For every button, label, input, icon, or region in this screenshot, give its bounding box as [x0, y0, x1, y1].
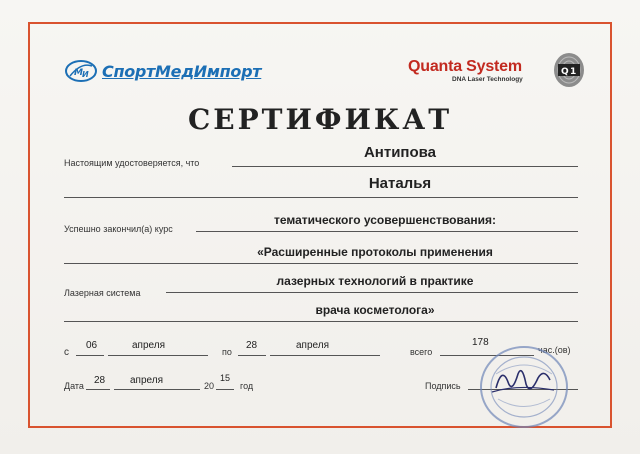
issue-year-underline: [216, 389, 234, 390]
sportmedimport-emblem-icon: [64, 58, 98, 84]
issue-year-unit: год: [240, 381, 254, 391]
name-underline: [64, 197, 578, 198]
quanta-system-brand: Quanta System: [408, 58, 522, 75]
total-label: всего: [410, 347, 433, 357]
to-day-underline: [238, 355, 266, 356]
svg-text:1: 1: [570, 67, 577, 77]
issue-month: апреля: [130, 375, 164, 386]
course-line-1: тематического усовершенствования:: [273, 213, 497, 227]
period-from-day: 06: [86, 340, 98, 351]
to-month-underline: [270, 355, 380, 356]
course-underline-1: [196, 231, 578, 232]
total-hours: 178: [472, 337, 489, 348]
course-line-2: «Расширенные протоколы применения: [257, 245, 493, 259]
signature-label: Подпись: [425, 381, 461, 391]
quanta-system-tagline: DNA Laser Technology: [452, 76, 523, 83]
certificate-title: СЕРТИФИКАТ: [187, 103, 453, 136]
svg-text:М: М: [74, 68, 83, 78]
handwritten-signature-icon: [488, 360, 558, 400]
surname-underline: [232, 166, 578, 167]
course-line-4: врача косметолога»: [315, 303, 435, 317]
period-to-day: 28: [246, 340, 258, 351]
fingerprint-badge-icon: [552, 52, 586, 88]
course-underline-3: [166, 292, 578, 293]
hours-unit-label: час.(ов): [538, 345, 571, 355]
recipient-name: Наталья: [368, 175, 432, 192]
issue-day: 28: [94, 375, 106, 386]
period-from-month: апреля: [132, 340, 166, 351]
svg-text:И: И: [82, 70, 89, 79]
recipient-surname: Антипова: [363, 144, 437, 161]
from-month-underline: [108, 355, 208, 356]
issue-month-underline: [114, 389, 200, 390]
period-to-month: апреля: [296, 340, 330, 351]
course-underline-4: [64, 321, 578, 322]
course-line-3: лазерных технологий в практике: [276, 274, 474, 288]
sportmedimport-wordmark: СпортМедИмпорт: [102, 61, 262, 81]
certify-label: Настоящим удостоверяется, что: [64, 158, 200, 168]
period-from-label: с: [64, 347, 69, 358]
issue-date-label: Дата: [64, 381, 84, 391]
issue-year-prefix: 20: [204, 381, 215, 391]
course-label: Успешно закончил(а) курс: [64, 224, 173, 234]
from-day-underline: [76, 355, 104, 356]
issue-day-underline: [86, 389, 110, 390]
quanta-system-logo: [408, 52, 584, 88]
course-underline-2: [64, 263, 578, 264]
laser-system-label: Лазерная система: [64, 288, 141, 298]
svg-text:Q: Q: [561, 67, 569, 77]
issue-year-suffix: 15: [220, 373, 231, 383]
period-to-label: по: [222, 347, 232, 357]
sportmedimport-logo: [64, 58, 261, 84]
